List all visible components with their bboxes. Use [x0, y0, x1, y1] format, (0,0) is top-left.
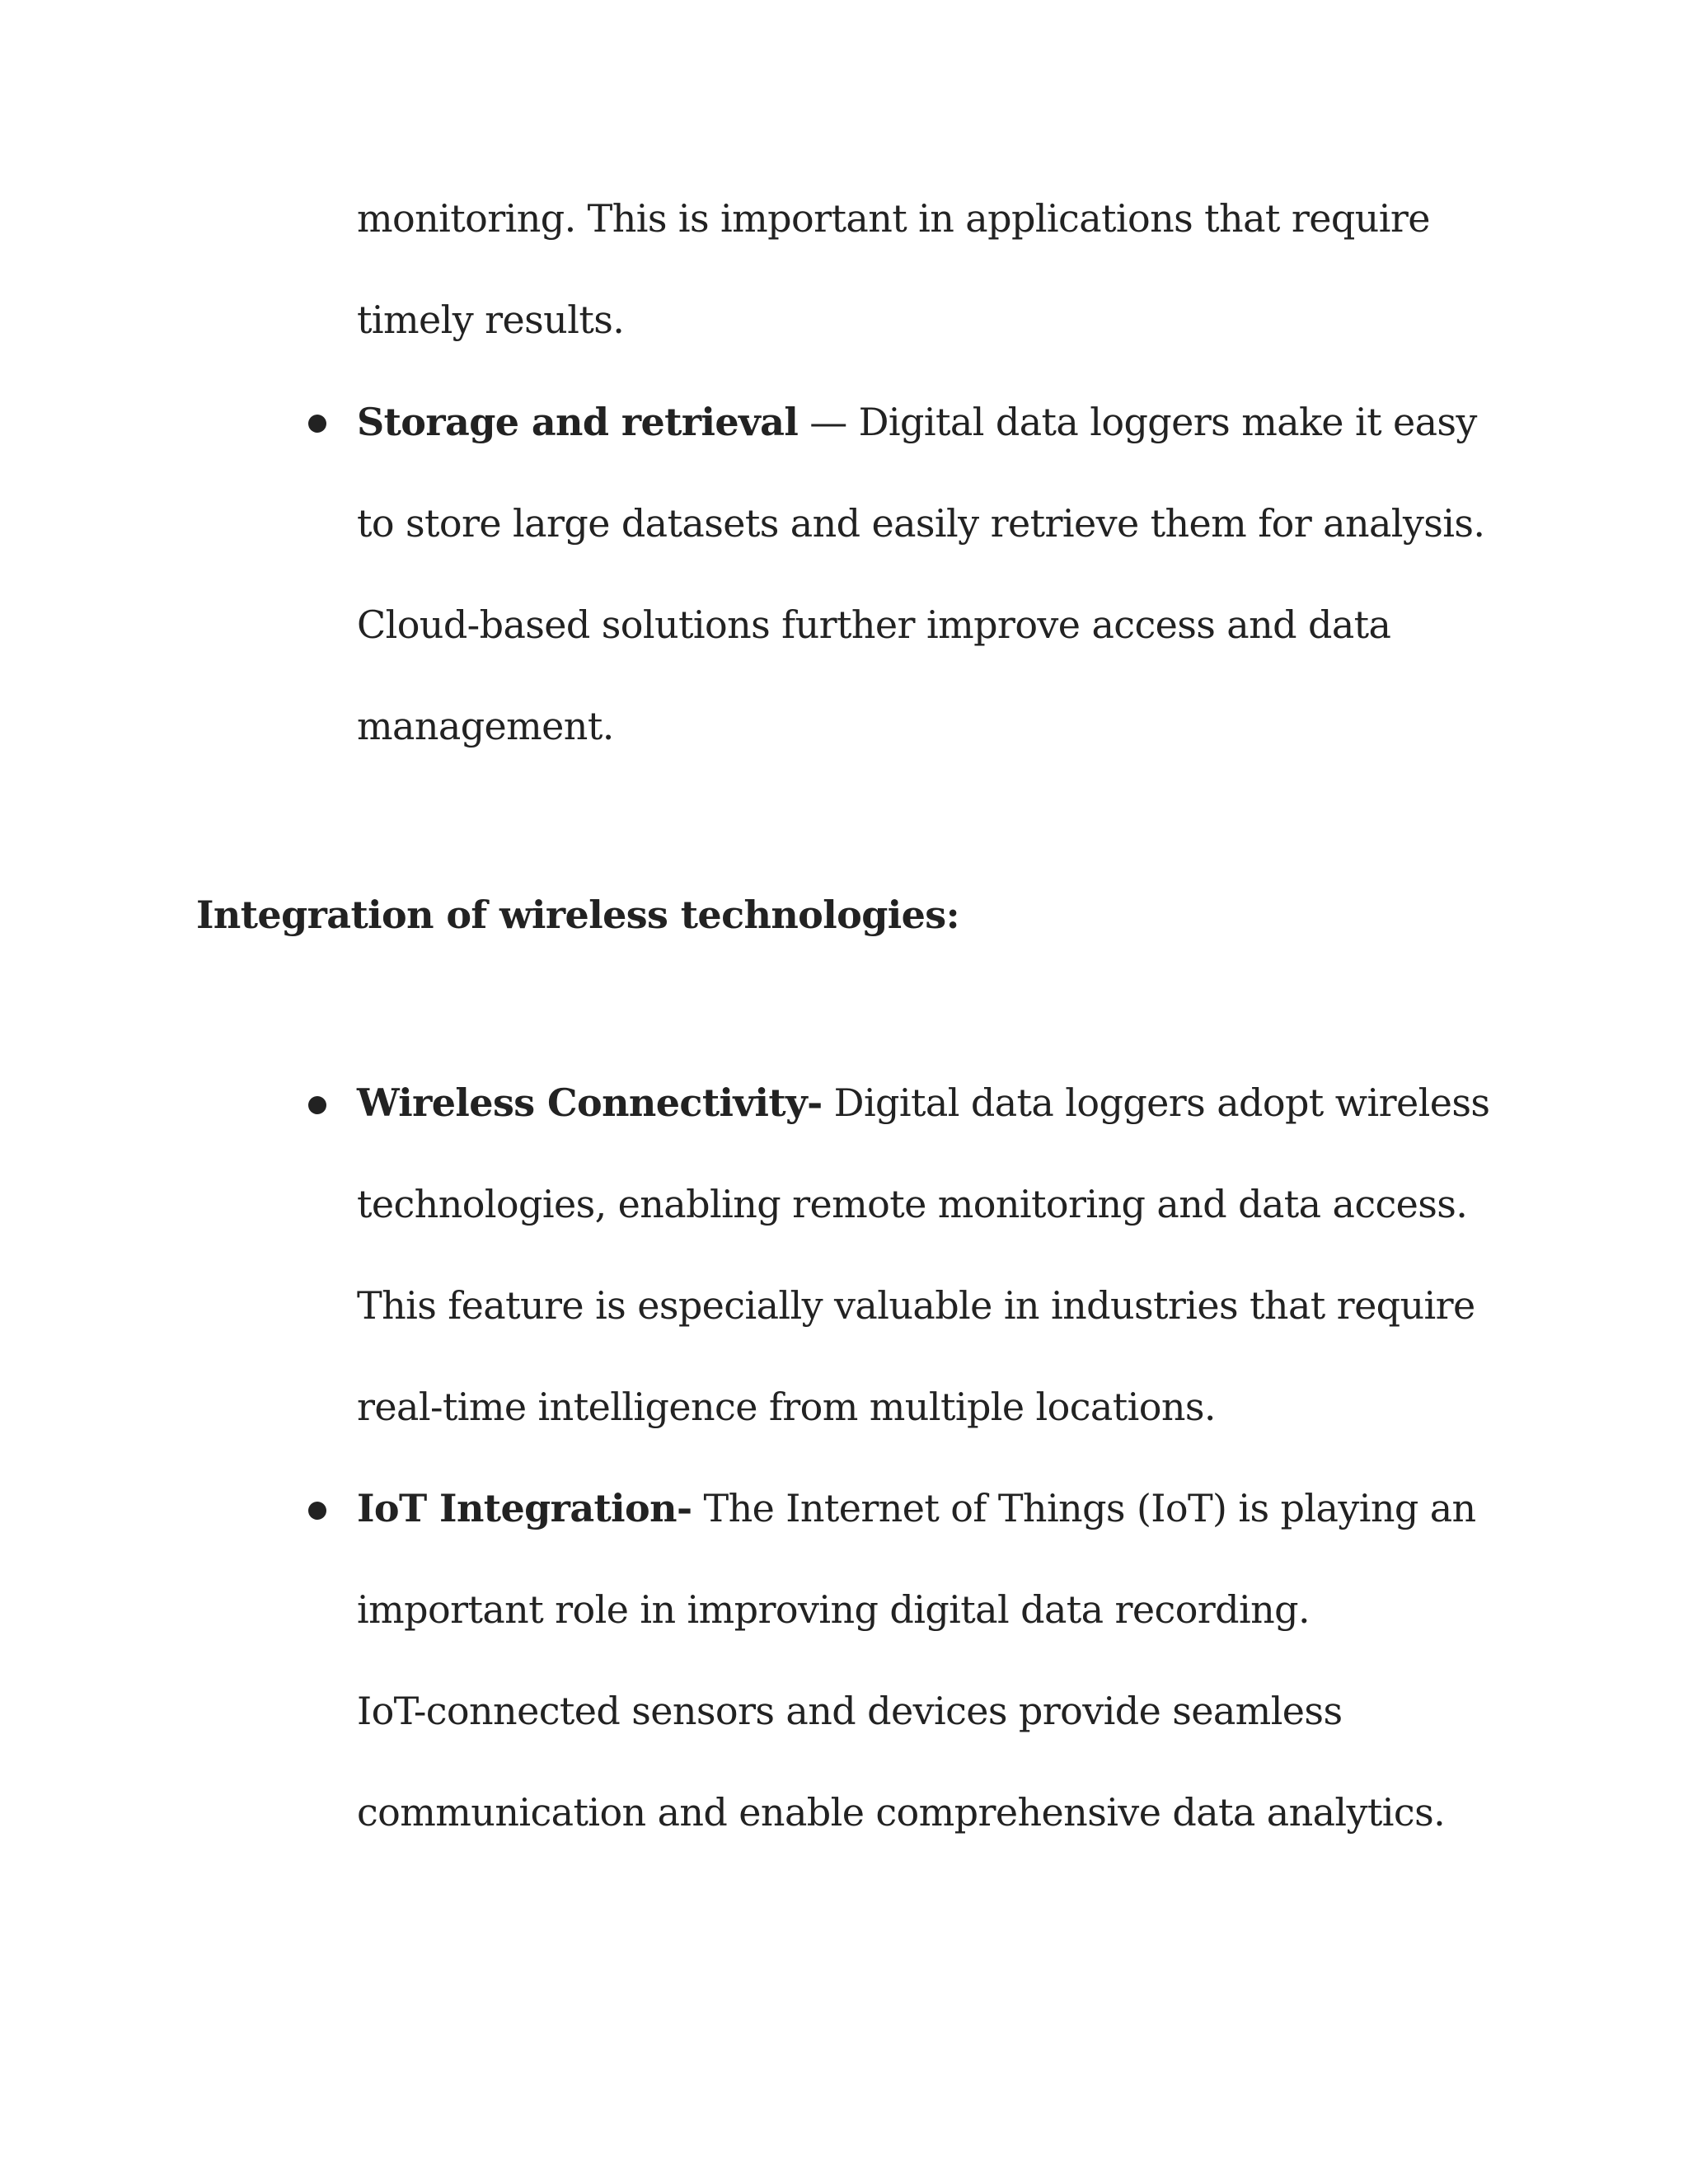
list-item-term: IoT Integration-	[357, 1486, 692, 1530]
paragraph-line: technologies, enabling remote monitoring and data access.	[357, 1182, 1468, 1226]
paragraph-line: communication and enable comprehensive data analytics.	[357, 1790, 1446, 1835]
paragraph-line: IoT-connected sensors and devices provide seamless	[357, 1689, 1343, 1733]
paragraph-line: This feature is especially valuable in industries that require	[357, 1283, 1475, 1328]
paragraph-line: important role in improving digital data recording.	[357, 1587, 1311, 1632]
list-item-term: Storage and retrieval	[357, 400, 799, 444]
list-item-iot	[357, 1483, 1476, 1533]
paragraph-line: monitoring. This is important in applications that require	[357, 196, 1430, 241]
list-item-storage	[357, 397, 1477, 447]
list-item-text: Digital data loggers adopt wireless	[822, 1080, 1490, 1125]
bullet-icon	[308, 1502, 326, 1520]
term-separator: —	[798, 400, 859, 444]
list-item-text: Digital data loggers make it easy	[858, 400, 1477, 444]
bullet-icon	[308, 415, 326, 433]
paragraph-line: management.	[357, 704, 614, 748]
paragraph-line: real-time intelligence from multiple locations.	[357, 1385, 1216, 1429]
paragraph-line: Cloud-based solutions further improve access and data	[357, 602, 1391, 647]
section-heading: Integration of wireless technologies:	[196, 893, 959, 937]
paragraph-line: timely results.	[357, 298, 625, 342]
bullet-icon	[308, 1096, 326, 1114]
list-item-text: The Internet of Things (IoT) is playing an	[692, 1486, 1476, 1530]
paragraph-line: to store large datasets and easily retrieve them for analysis.	[357, 501, 1485, 546]
list-item-term: Wireless Connectivity-	[357, 1080, 823, 1125]
list-item-wireless	[357, 1078, 1489, 1127]
